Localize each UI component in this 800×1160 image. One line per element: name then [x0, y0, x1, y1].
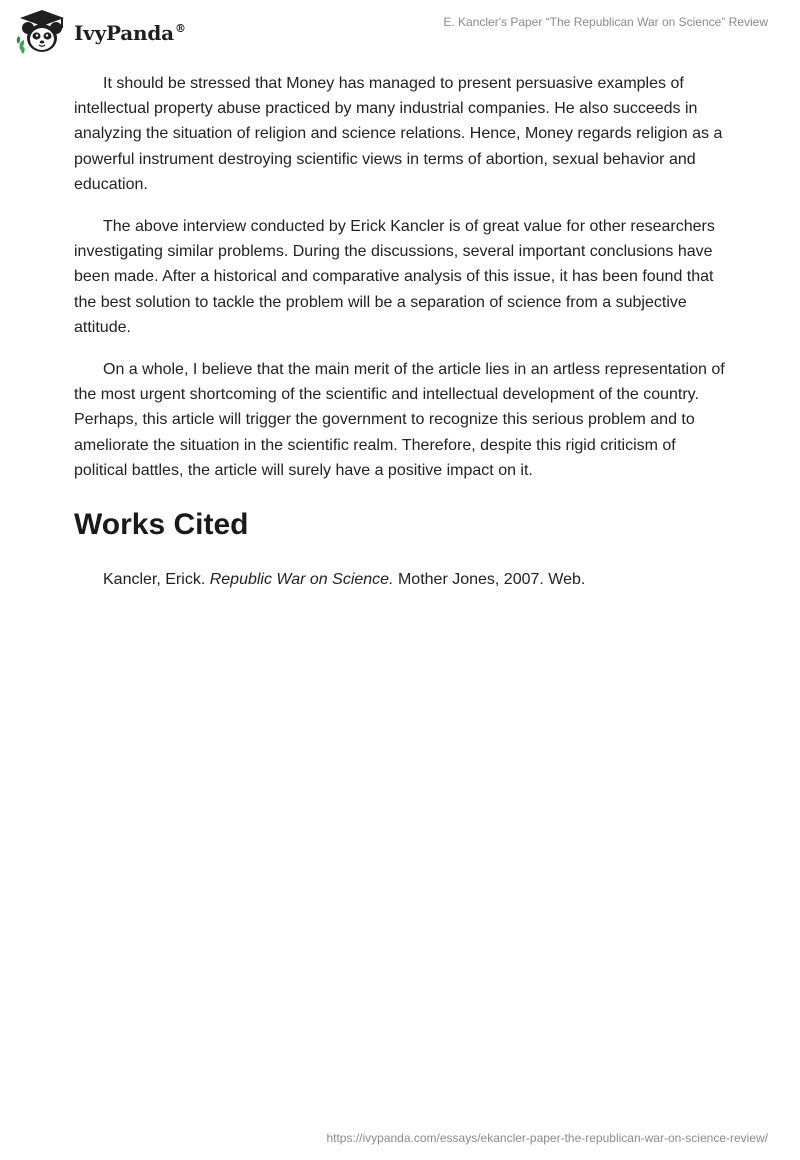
document-title: E. Kancler's Paper “The Republican War on Science” Review — [443, 15, 768, 29]
registered-mark: ® — [174, 22, 186, 36]
document-body — [74, 71, 730, 592]
logo-text: IvyPanda® — [74, 21, 186, 45]
citation-title: Republic War on Science. — [209, 571, 394, 589]
citation-author: Kancler, Erick. — [103, 571, 206, 589]
citation-publisher: Mother Jones, 2007. Web. — [397, 571, 586, 589]
body-paragraph: The above interview conducted by Erick Kancler is of great value for other researchers investigating similar problems. During the discussions, several important conclusions have been made. After a historical and comparative analysis of this issue, it has been found that the best solution to tackle the problem will be a separation of science from a subjective attitude. — [74, 218, 715, 336]
body-paragraph: On a whole, I believe that the main merit of the article lies in an artless representation of the most urgent shortcoming of the scientific and intellectual development of the country. Perhaps, this article will trigger the government to recognize this serious problem and to ameliorate the situation in the scientific realm. Therefore, despite this rigid criticism of political battles, the article will surely have a positive impact on it. — [74, 361, 725, 479]
body-paragraph: It should be stressed that Money has managed to present persuasive examples of intellectual property abuse practiced by many industrial companies. He also succeeds in analyzing the situation of religion and science relations. Hence, Money regards religion as a powerful instrument destroying scientific views in terms of abortion, sexual behavior and education. — [74, 75, 723, 193]
citation-entry — [74, 567, 730, 592]
works-cited-heading: Works Cited — [74, 508, 249, 542]
source-url[interactable]: https://ivypanda.com/essays/ekancler-paper-the-republican-war-on-science-review/ — [326, 1131, 768, 1145]
panda-graduation-cap-icon — [14, 8, 70, 56]
page-header — [0, 0, 800, 60]
ivypanda-logo[interactable] — [14, 8, 186, 56]
